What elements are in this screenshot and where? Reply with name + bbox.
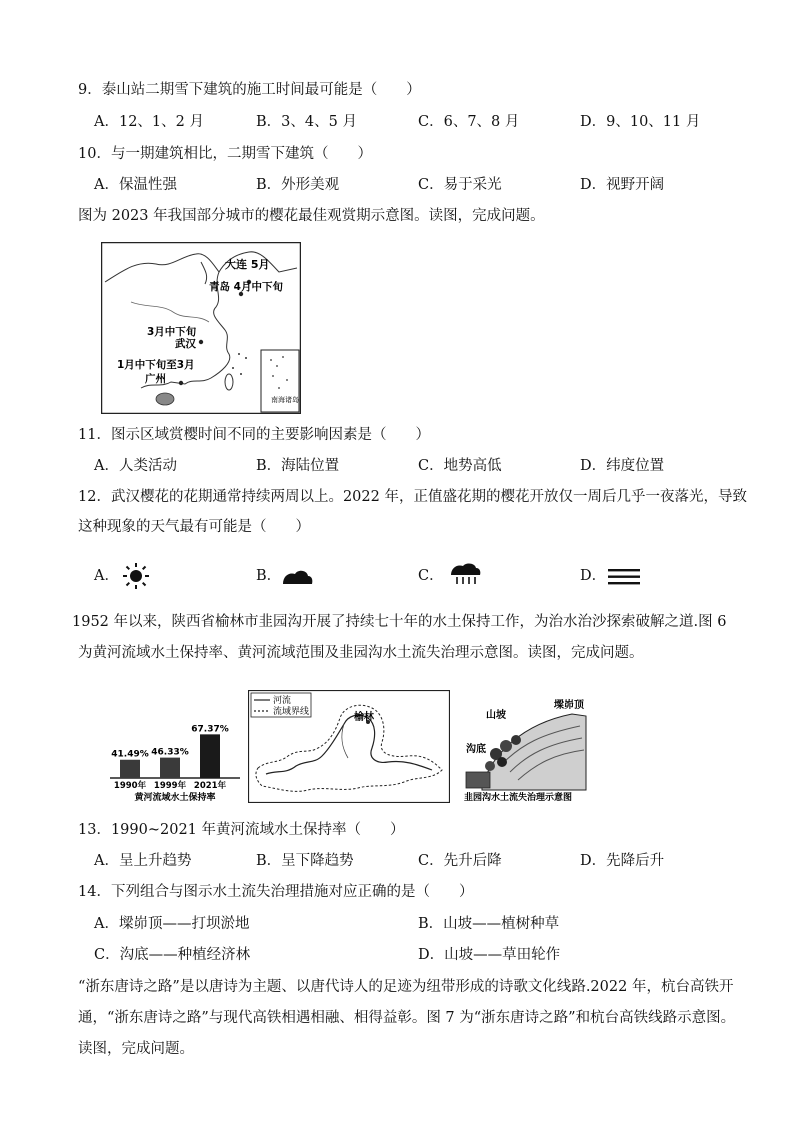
chart-title: 黄河流域水土保持率 xyxy=(134,793,216,803)
q13-option-c: C．先升后降 xyxy=(418,853,502,869)
q13-option-d: D．先降后升 xyxy=(580,853,665,869)
diagram-caption: 韭园沟水土流失治理示意图 xyxy=(464,793,573,803)
chart-category-label: 1990年 xyxy=(113,781,147,791)
q10-option-d: D．视野开阔 xyxy=(580,177,665,193)
q14-option-b: B．山坡——植树种草 xyxy=(418,916,560,932)
label-wuhan: 武汉 xyxy=(175,338,196,350)
gully-treatment-diagram xyxy=(462,694,588,804)
q9-option-d: D．9、10、11 月 xyxy=(580,114,701,130)
cloudy-icon xyxy=(281,568,313,590)
q10-option-b: B．外形美观 xyxy=(256,177,340,193)
chart-value-label: 46.33% xyxy=(151,747,189,758)
sakura-map xyxy=(101,242,301,414)
q12-option-a: A． xyxy=(94,568,119,584)
question-13-stem: 13．1990~2021 年黄河流域水土保持率（ ） xyxy=(78,822,405,838)
q14-option-c: C．沟底——种植经济林 xyxy=(94,947,251,963)
chart-value-label: 67.37% xyxy=(191,724,229,735)
q14-option-a: A．墚峁顶——打坝淤地 xyxy=(94,916,250,932)
chart-bar xyxy=(160,758,180,778)
intro-soil-line1: 1952 年以来，陕西省榆林市韭园沟开展了持续七十年的水土保持工作，为治水治沙探索破解之道.图 6 xyxy=(72,614,727,630)
label-slope: 山坡 xyxy=(486,710,506,721)
q11-option-d: D．纬度位置 xyxy=(580,458,665,474)
intro-poem-road-line3: 读图，完成问题。 xyxy=(78,1041,194,1057)
sunny-icon xyxy=(122,562,150,594)
legend-boundary: 流域界线 xyxy=(273,707,310,717)
label-inset: 南海诸岛 xyxy=(271,396,299,404)
question-9-stem: 9．泰山站二期雪下建筑的施工时间最可能是（ ） xyxy=(78,82,421,98)
question-10-stem: 10．与一期建筑相比，二期雪下建筑（ ） xyxy=(78,146,372,162)
q12-option-b: B． xyxy=(256,568,282,584)
fog-icon xyxy=(608,568,640,590)
label-bottom: 沟底 xyxy=(466,744,486,755)
soil-retention-chart xyxy=(108,700,242,804)
chart-category-label: 1999年 xyxy=(153,781,187,791)
question-12-stem-line1: 12．武汉樱花的花期通常持续两周以上。2022 年，正值盛花期的樱花开放仅一周后几乎一夜落光，导致 xyxy=(78,489,747,505)
q14-option-d: D．山坡——草田轮作 xyxy=(418,947,561,963)
question-14-stem: 14．下列组合与图示水土流失治理措施对应正确的是（ ） xyxy=(78,884,474,900)
label-dalian: 大连 5月 xyxy=(225,258,270,271)
label-guangzhou-time: 1月中下旬至3月 xyxy=(117,359,195,371)
label-top: 墚峁顶 xyxy=(554,700,584,711)
q9-option-c: C．6、7、8 月 xyxy=(418,114,520,130)
legend-river: 河流 xyxy=(273,696,292,706)
label-guangzhou: 广州 xyxy=(145,373,166,385)
q11-option-c: C．地势高低 xyxy=(418,458,502,474)
q12-option-c: C． xyxy=(418,568,444,584)
chart-bar xyxy=(200,734,220,778)
q13-option-a: A．呈上升趋势 xyxy=(94,853,192,869)
q12-option-d: D． xyxy=(580,568,607,584)
chart-category-label: 2021年 xyxy=(193,781,227,791)
q11-option-b: B．海陆位置 xyxy=(256,458,340,474)
q13-option-b: B．呈下降趋势 xyxy=(256,853,354,869)
intro-poem-road-line2: 通，“浙东唐诗之路”与现代高铁相遇相融、相得益彰。图 7 为“浙东唐诗之路”和杭台高铁线路示意图。 xyxy=(78,1010,736,1026)
intro-poem-road-line1: “浙东唐诗之路”是以唐诗为主题、以唐代诗人的足迹为纽带形成的诗歌文化线路.2022 年，杭台高铁开 xyxy=(78,979,734,995)
yellow-river-map xyxy=(248,690,450,803)
rain-icon xyxy=(449,562,481,590)
question-11-stem: 11．图示区域赏樱时间不同的主要影响因素是（ ） xyxy=(78,427,430,443)
q10-option-c: C．易于采光 xyxy=(418,177,502,193)
label-qingdao: 青岛 4月中下旬 xyxy=(209,281,283,293)
q11-option-a: A．人类活动 xyxy=(94,458,177,474)
q9-option-b: B．3、4、5 月 xyxy=(256,114,357,130)
intro-sakura: 图为 2023 年我国部分城市的樱花最佳观赏期示意图。读图，完成问题。 xyxy=(78,208,545,224)
chart-value-label: 41.49% xyxy=(111,749,149,760)
intro-soil-line2: 为黄河流域水土保持率、黄河流域范围及韭园沟水土流失治理示意图。读图，完成问题。 xyxy=(78,645,644,661)
chart-bar xyxy=(120,760,140,778)
label-wuhan-time: 3月中下旬 xyxy=(147,326,197,338)
label-yulin: 榆林 xyxy=(354,712,374,723)
q9-option-a: A．12、1、2 月 xyxy=(94,114,204,130)
question-12-stem-line2: 这种现象的天气最有可能是（ ） xyxy=(78,519,310,535)
q10-option-a: A．保温性强 xyxy=(94,177,177,193)
